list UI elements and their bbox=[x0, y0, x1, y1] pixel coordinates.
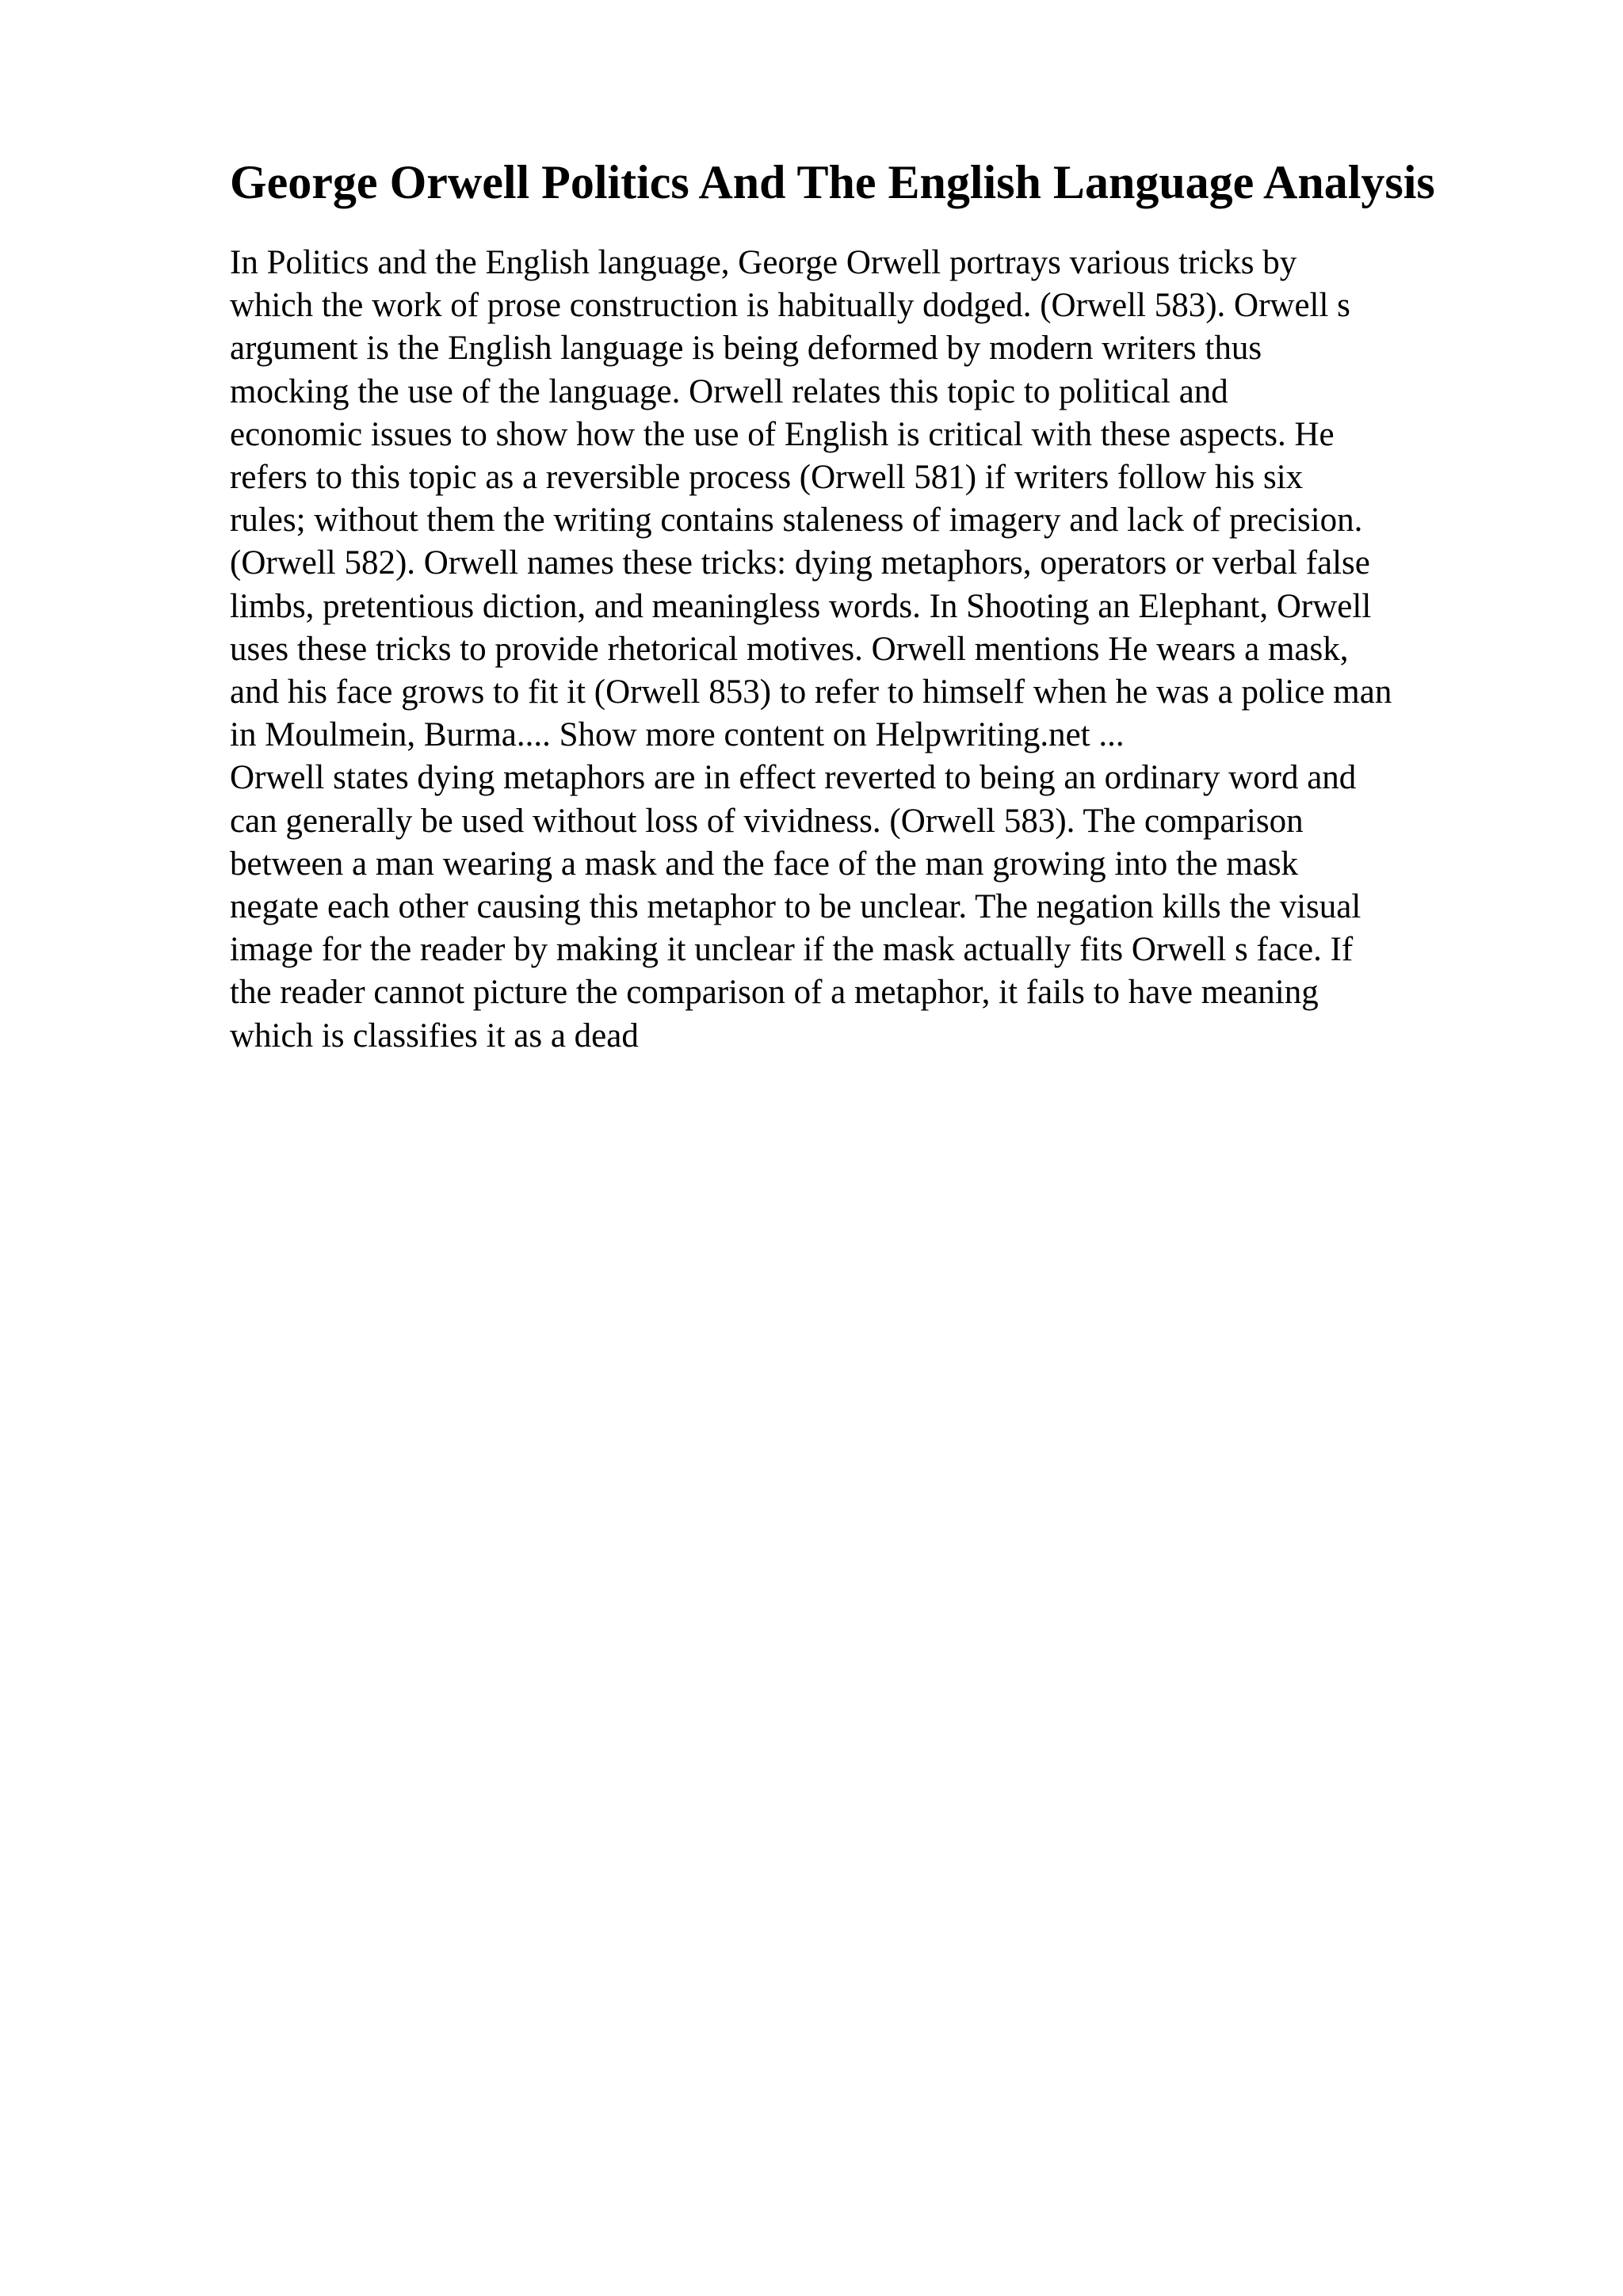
text-line: which is classifies it as a dead bbox=[230, 1016, 639, 1055]
text-line: image for the reader by making it unclear if the mask actually fits Orwell s face. If bbox=[230, 931, 1354, 969]
text-line: negate each other causing this metaphor to be unclear. The negation kills the visual bbox=[230, 888, 1361, 926]
text-line: which the work of prose construction is habitually dodged. (Orwell 583). Orwell s bbox=[230, 287, 1350, 325]
paragraph-2 bbox=[230, 757, 1498, 1057]
document-body bbox=[230, 242, 1498, 1058]
text-line: refers to this topic as a reversible process (Orwell 581) if writers follow his six bbox=[230, 459, 1304, 497]
text-line: In Politics and the English language, George Orwell portrays various tricks by bbox=[230, 244, 1297, 281]
text-line: between a man wearing a mask and the face of the man growing into the mask bbox=[230, 845, 1299, 883]
text-line: in Moulmein, Burma.... Show more content on Helpwriting.net ... bbox=[230, 716, 1125, 754]
text-line: economic issues to show how the use of English is critical with these aspects. He bbox=[230, 415, 1335, 453]
page-title: George Orwell Politics And The English Language Analysis bbox=[230, 156, 1435, 208]
text-line: can generally be used without loss of vividness. (Orwell 583). The comparison bbox=[230, 802, 1304, 840]
text-line: the reader cannot picture the comparison of a metaphor, it fails to have meaning bbox=[230, 974, 1319, 1012]
text-line: limbs, pretentious diction, and meaningless words. In Shooting an Elephant, Orwell bbox=[230, 587, 1372, 625]
paragraph-1 bbox=[230, 242, 1498, 757]
text-line: uses these tricks to provide rhetorical motives. Orwell mentions He wears a mask, bbox=[230, 630, 1349, 668]
text-line: mocking the use of the language. Orwell relates this topic to political and bbox=[230, 372, 1228, 410]
text-line: rules; without them the writing contains staleness of imagery and lack of precision. bbox=[230, 502, 1363, 540]
text-line: (Orwell 582). Orwell names these tricks: dying metaphors, operators or verbal false bbox=[230, 544, 1370, 582]
text-line: Orwell states dying metaphors are in effect reverted to being an ordinary word and bbox=[230, 759, 1357, 797]
text-line: and his face grows to fit it (Orwell 853) to refer to himself when he was a police man bbox=[230, 673, 1392, 711]
text-line: argument is the English language is being deformed by modern writers thus bbox=[230, 330, 1262, 368]
